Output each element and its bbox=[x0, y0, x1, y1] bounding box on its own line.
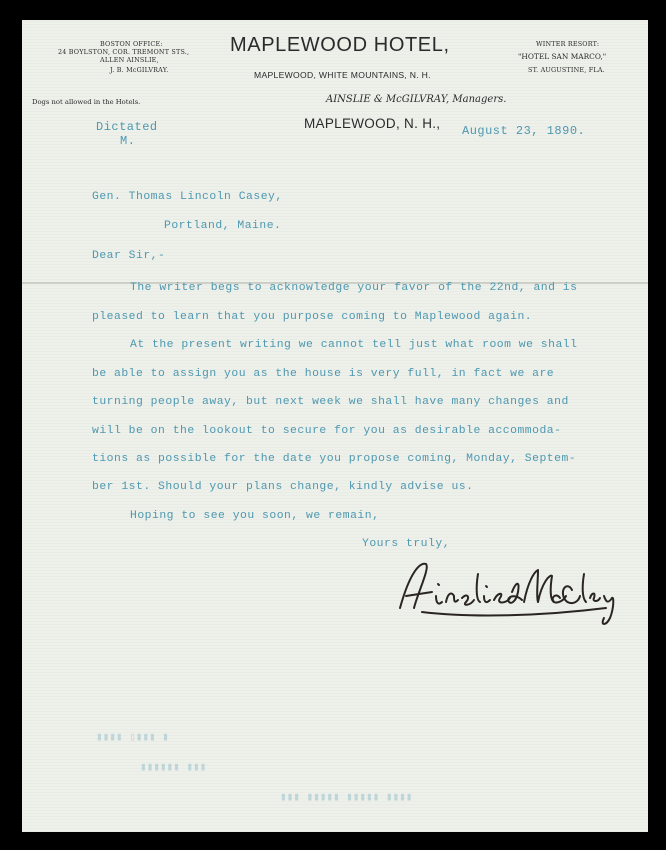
body-line: ber 1st. Should your plans change, kindly advise us. bbox=[92, 481, 474, 493]
body-line: will be on the lookout to secure for you as desirable accommoda- bbox=[92, 425, 562, 437]
winter-resort-location: ST. AUGUSTINE, FLA. bbox=[528, 66, 605, 74]
closing: Yours truly, bbox=[362, 538, 451, 550]
signature bbox=[392, 552, 632, 642]
hotel-name: MAPLEWOOD HOTEL, bbox=[230, 34, 450, 56]
body-line: turning people away, but next week we shall have many changes and bbox=[92, 396, 569, 408]
body-line: be able to assign you as the house is very full, in fact we are bbox=[92, 368, 555, 380]
recipient-place: Portland, Maine. bbox=[164, 220, 282, 232]
body-line: pleased to learn that you purpose coming to Maplewood again. bbox=[92, 311, 533, 323]
recipient-name: Gen. Thomas Lincoln Casey, bbox=[92, 191, 283, 203]
boston-office-heading: BOSTON OFFICE: bbox=[100, 40, 163, 48]
letter-date: August 23, 1890. bbox=[462, 124, 586, 138]
bleed-through-mark: ▮▮▮▮ ▯▮▮▮ ▮ bbox=[96, 732, 169, 744]
boston-office-name-2: J. B. McGILVRAY. bbox=[110, 66, 169, 74]
dogs-notice: Dogs not allowed in the Hotels. bbox=[32, 98, 141, 106]
hotel-location: MAPLEWOOD, WHITE MOUNTAINS, N. H. bbox=[254, 70, 431, 80]
body-line: tions as possible for the date you propose coming, Monday, Septem- bbox=[92, 453, 577, 465]
dictated-label: Dictated bbox=[96, 120, 158, 134]
managers-line: AINSLIE & McGILVRAY, Managers. bbox=[326, 94, 507, 105]
winter-resort-heading: WINTER RESORT: bbox=[536, 40, 600, 48]
letter-sheet bbox=[22, 20, 648, 832]
bleed-through-mark: ▮▮▮▮▮▮ ▮▮▮ bbox=[140, 762, 207, 774]
dictated-initial: M. bbox=[120, 134, 136, 148]
body-line: Hoping to see you soon, we remain, bbox=[130, 510, 380, 522]
winter-resort-hotel: "HOTEL SAN MARCO," bbox=[518, 52, 607, 61]
body-line: The writer begs to acknowledge your favor of the 22nd, and is bbox=[130, 282, 578, 294]
boston-office-address: 24 BOYLSTON, COR. TREMONT STS., bbox=[58, 48, 190, 56]
salutation: Dear Sir,- bbox=[92, 250, 166, 262]
printed-place: MAPLEWOOD, N. H., bbox=[304, 116, 441, 131]
bleed-through-mark: ▮▮▮ ▮▮▮▮▮ ▮▮▮▮▮ ▮▮▮▮ bbox=[280, 792, 413, 804]
body-line: At the present writing we cannot tell just what room we shall bbox=[130, 339, 578, 351]
boston-office-name-1: ALLEN AINSLIE, bbox=[100, 56, 159, 64]
